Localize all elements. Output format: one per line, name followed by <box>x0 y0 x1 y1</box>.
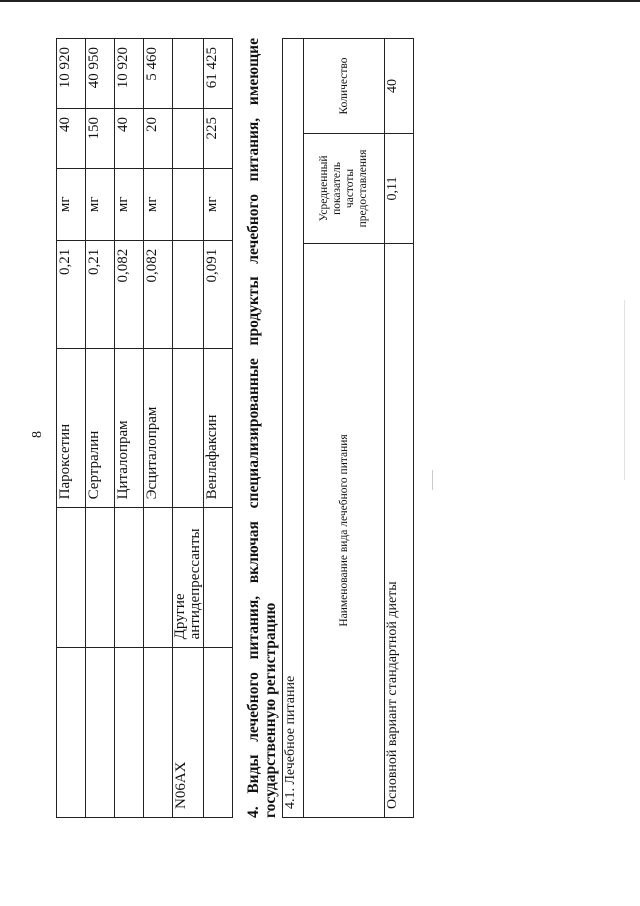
dose-cell: 225 <box>204 108 233 168</box>
dose-cell: 40 <box>115 108 144 168</box>
diet-quantity: 40 <box>385 39 414 134</box>
col-header-frequency: Усредненный показатель частоты предоставления <box>304 133 385 243</box>
atc-group-cell <box>86 508 115 648</box>
unit-cell <box>173 168 204 240</box>
frequency-cell <box>173 240 204 348</box>
atc-code-cell <box>115 648 144 818</box>
total-dose-cell: 10 920 <box>115 39 144 109</box>
subsection-title: 4.1. Лечебное питание <box>283 39 304 818</box>
page-number: 8 <box>30 431 45 438</box>
frequency-cell: 0,091 <box>204 240 233 348</box>
frequency-cell: 0,21 <box>57 240 86 348</box>
col-header-quantity: Количество <box>304 39 385 134</box>
atc-code-cell: N06AX <box>173 648 204 818</box>
dose-cell: 20 <box>144 108 173 168</box>
drug-row <box>115 39 144 818</box>
atc-group-cell: Другие антидепрессанты <box>173 508 204 648</box>
drug-name-cell: Циталопрам <box>115 348 144 508</box>
nutrition-table <box>282 38 414 818</box>
dose-cell: 40 <box>57 108 86 168</box>
total-dose-cell: 10 920 <box>57 39 86 109</box>
atc-code-cell <box>57 648 86 818</box>
atc-code-cell <box>86 648 115 818</box>
diet-frequency: 0,11 <box>385 133 414 243</box>
atc-group-cell <box>204 508 233 648</box>
drug-row <box>57 39 86 818</box>
drug-name-cell: Сертралин <box>86 348 115 508</box>
frequency-cell: 0,21 <box>86 240 115 348</box>
drug-name-cell: Венлафаксин <box>204 348 233 508</box>
drug-name-cell <box>173 348 204 508</box>
total-dose-cell: 61 425 <box>204 39 233 109</box>
frequency-cell: 0,082 <box>144 240 173 348</box>
total-dose-cell: 5 460 <box>144 39 173 109</box>
frequency-cell: 0,082 <box>115 240 144 348</box>
drug-name-cell: Пароксетин <box>57 348 86 508</box>
diet-name: Основной вариант стандартной диеты <box>385 243 414 817</box>
total-dose-cell: 40 950 <box>86 39 115 109</box>
atc-code-cell <box>144 648 173 818</box>
drug-name-cell: Эсциталопрам <box>144 348 173 508</box>
unit-cell: мг <box>57 168 86 240</box>
atc-group-cell <box>144 508 173 648</box>
unit-cell: мг <box>144 168 173 240</box>
drug-row <box>204 39 233 818</box>
atc-group-cell <box>57 508 86 648</box>
atc-code-cell <box>204 648 233 818</box>
unit-cell: мг <box>86 168 115 240</box>
drug-row <box>86 39 115 818</box>
total-dose-cell <box>173 39 204 109</box>
drug-table <box>56 38 233 818</box>
drug-row <box>173 39 204 818</box>
drug-row <box>144 39 173 818</box>
dose-cell <box>173 108 204 168</box>
unit-cell: мг <box>204 168 233 240</box>
section-heading: 4. Виды лечебного питания, включая специализированные продукты лечебного питания, имеющие государственную регистрацию <box>245 38 279 818</box>
dose-cell: 150 <box>86 108 115 168</box>
atc-group-cell <box>115 508 144 648</box>
col-header-name: Наименование вида лечебного питания <box>304 243 385 817</box>
unit-cell: мг <box>115 168 144 240</box>
